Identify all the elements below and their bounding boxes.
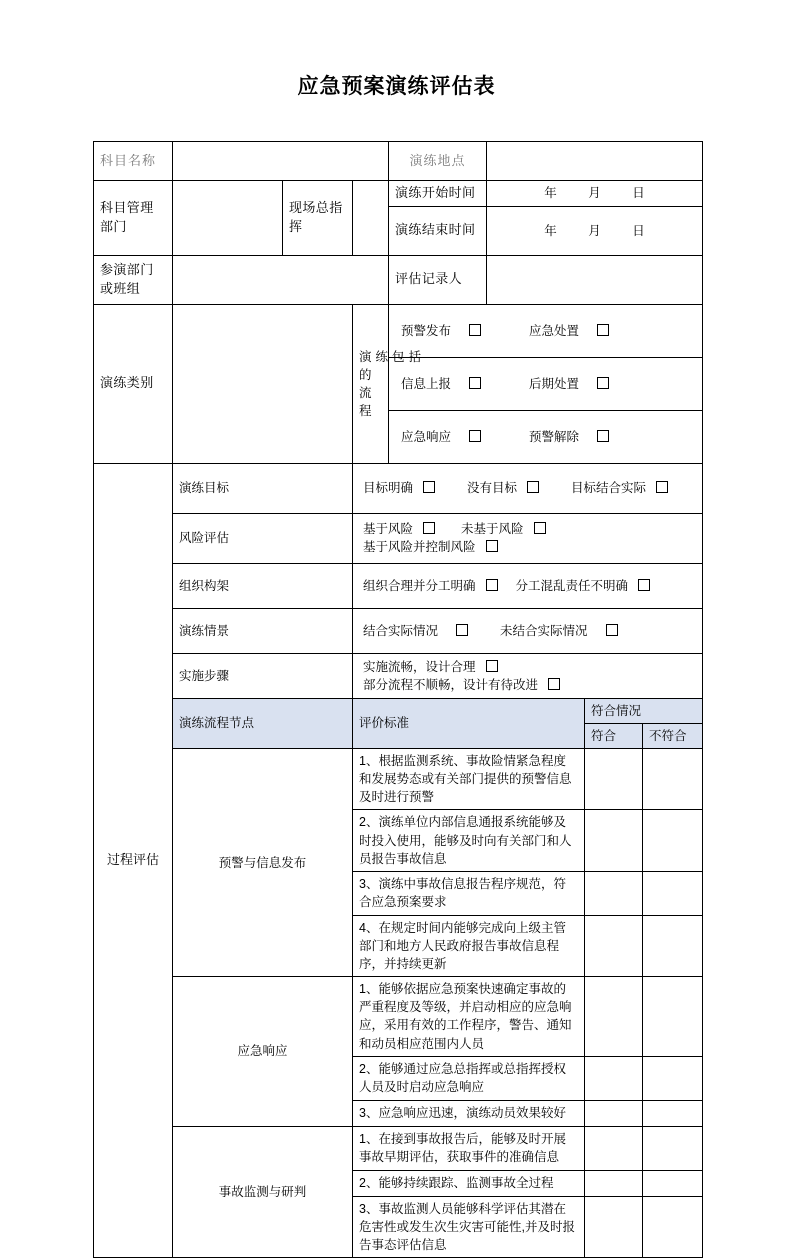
eval-criteria-name-3: 演练情景 bbox=[173, 608, 353, 653]
eval-option-0-0-label: 目标明确 bbox=[363, 481, 414, 496]
criteria-text-2-2: 3、事故监测人员能够科学评估其潜在危害性或发生次生灾害可能性,并及时报告事态评估信息 bbox=[353, 1196, 585, 1257]
nonconform-cell-0-0[interactable] bbox=[643, 749, 703, 810]
eval-option-1-1-label: 未基于风险 bbox=[461, 522, 524, 537]
process-option-left-2-label: 信息上报 bbox=[401, 376, 452, 391]
table-row-subject-name bbox=[94, 142, 703, 181]
start-month: 月 bbox=[588, 186, 601, 201]
eval-criteria-name-1: 风险评估 bbox=[173, 513, 353, 563]
process-option-right-2[interactable] bbox=[529, 377, 611, 391]
process-option-right-3-label: 预警解除 bbox=[529, 429, 580, 444]
recorder-value[interactable] bbox=[487, 255, 703, 304]
eval-option-2-1-checkbox[interactable] bbox=[638, 579, 650, 591]
table-row-node-2-item-0 bbox=[94, 1126, 703, 1170]
conform-cell-1-0[interactable] bbox=[585, 977, 643, 1057]
process-option-left-1-label: 预警发布 bbox=[401, 323, 452, 338]
eval-option-0-1-label: 没有目标 bbox=[467, 481, 518, 496]
start-time-label: 演练开始时间 bbox=[389, 181, 487, 207]
nonconform-cell-0-3[interactable] bbox=[643, 915, 703, 976]
start-year: 年 bbox=[544, 186, 557, 201]
process-option-right-3-checkbox[interactable] bbox=[597, 430, 609, 442]
eval-option-1-1-checkbox[interactable] bbox=[534, 522, 546, 534]
process-option-right-3[interactable] bbox=[529, 430, 611, 444]
page-title: 应急预案演练评估表 bbox=[297, 75, 496, 98]
nonconform-cell-2-2[interactable] bbox=[643, 1196, 703, 1257]
eval-criteria-options-4 bbox=[353, 653, 703, 698]
start-time-value[interactable] bbox=[487, 181, 703, 207]
process-option-left-1[interactable] bbox=[401, 324, 483, 338]
conform-cell-0-3[interactable] bbox=[585, 915, 643, 976]
eval-criteria-name-0: 演练目标 bbox=[173, 463, 353, 513]
criteria-text-0-3: 4、在规定时间内能够完成向上级主管部门和地方人民政府报告事故信息程序，并持续更新 bbox=[353, 915, 585, 976]
eval-option-0-2-checkbox[interactable] bbox=[656, 481, 668, 493]
eval-option-3-1-label: 未结合实际情况 bbox=[500, 623, 588, 638]
table-row-participating-dept bbox=[94, 255, 703, 304]
criteria-header-node: 演练流程节点 bbox=[173, 698, 353, 748]
table-row-eval-steps bbox=[94, 653, 703, 698]
eval-option-1-0-label: 基于风险 bbox=[363, 522, 414, 537]
nonconform-cell-1-2[interactable] bbox=[643, 1100, 703, 1126]
criteria-text-0-2: 3、演练中事故信息报告程序规范，符合应急预案要求 bbox=[353, 871, 585, 915]
eval-option-2-1[interactable] bbox=[516, 579, 653, 593]
table-row-node-0-item-0 bbox=[94, 749, 703, 810]
eval-option-2-1-label: 分工混乱责任不明确 bbox=[515, 578, 629, 593]
nonconform-cell-2-0[interactable] bbox=[643, 1126, 703, 1170]
eval-option-0-0-checkbox[interactable] bbox=[423, 481, 435, 493]
eval-option-3-0-checkbox[interactable] bbox=[456, 624, 468, 636]
conform-cell-1-1[interactable] bbox=[585, 1056, 643, 1100]
eval-option-3-0[interactable] bbox=[363, 624, 470, 638]
table-row-start-time bbox=[94, 181, 703, 207]
participating-dept-label: 参演部门或班组 bbox=[94, 255, 173, 304]
node-name-2: 事故监测与研判 bbox=[173, 1126, 353, 1257]
eval-option-0-0[interactable] bbox=[363, 481, 437, 495]
process-option-left-2-checkbox[interactable] bbox=[469, 377, 481, 389]
eval-option-4-1-label: 部分流程不顺畅，设计有待改进 bbox=[363, 677, 539, 692]
end-year: 年 bbox=[544, 223, 557, 238]
nonconform-cell-1-1[interactable] bbox=[643, 1056, 703, 1100]
eval-option-3-1-checkbox[interactable] bbox=[606, 624, 618, 636]
criteria-text-1-1: 2、能够通过应急总指挥或总指挥授权人员及时启动应急响应 bbox=[353, 1056, 585, 1100]
process-option-right-1[interactable] bbox=[529, 324, 611, 338]
eval-option-4-1-checkbox[interactable] bbox=[548, 678, 560, 690]
table-row-node-1-item-0 bbox=[94, 977, 703, 1057]
eval-option-2-0-checkbox[interactable] bbox=[486, 579, 498, 591]
criteria-header-conform: 符合 bbox=[585, 723, 643, 748]
eval-option-0-1[interactable] bbox=[467, 481, 541, 495]
eval-option-1-2-label: 基于风险并控制风险 bbox=[363, 540, 476, 555]
criteria-text-0-0: 1、根据监测系统、事故险情紧急程度和发展势态或有关部门提供的预警信息及时进行预警 bbox=[353, 749, 585, 810]
conform-cell-2-1[interactable] bbox=[585, 1170, 643, 1196]
eval-option-0-2-label: 目标结合实际 bbox=[571, 481, 647, 496]
process-option-left-1-checkbox[interactable] bbox=[469, 324, 481, 336]
process-option-right-2-label: 后期处置 bbox=[529, 376, 580, 391]
drill-place-label: 演练地点 bbox=[389, 142, 487, 181]
subject-name-label: 科目名称 bbox=[94, 142, 173, 181]
end-month: 月 bbox=[588, 223, 601, 238]
drill-process-label-line2: 的流程 bbox=[359, 367, 372, 418]
eval-option-1-1[interactable] bbox=[461, 522, 548, 536]
process-option-row-1 bbox=[389, 304, 703, 357]
nonconform-cell-0-2[interactable] bbox=[643, 871, 703, 915]
end-time-value[interactable] bbox=[487, 206, 703, 255]
process-option-left-3[interactable] bbox=[401, 430, 483, 444]
eval-option-4-0-label: 实施流畅，设计合理 bbox=[363, 659, 476, 674]
start-day: 日 bbox=[632, 186, 645, 201]
eval-criteria-options-1 bbox=[353, 513, 703, 563]
table-row-category-1 bbox=[94, 304, 703, 357]
criteria-header-nonconform: 不符合 bbox=[643, 723, 703, 748]
criteria-header-conformance: 符合情况 bbox=[585, 698, 703, 723]
conform-cell-0-1[interactable] bbox=[585, 810, 643, 871]
drill-category-value[interactable] bbox=[173, 304, 353, 463]
eval-option-1-0[interactable] bbox=[363, 522, 437, 536]
evaluation-form-table bbox=[93, 141, 703, 1258]
eval-option-4-0-checkbox[interactable] bbox=[486, 660, 498, 672]
eval-criteria-name-4: 实施步骤 bbox=[173, 653, 353, 698]
criteria-text-1-0: 1、能够依据应急预案快速确定事故的严重程度及等级，并启动相应的应急响应，采用有效的工作程序，警告、通知和动员相应范围内人员 bbox=[353, 977, 585, 1057]
participating-dept-value[interactable] bbox=[173, 255, 389, 304]
eval-option-1-0-checkbox[interactable] bbox=[423, 522, 435, 534]
eval-option-3-1[interactable] bbox=[500, 624, 620, 638]
eval-criteria-name-2: 组织构架 bbox=[173, 563, 353, 608]
node-name-0: 预警与信息发布 bbox=[173, 749, 353, 977]
drill-place-value[interactable] bbox=[487, 142, 703, 181]
conform-cell-2-2[interactable] bbox=[585, 1196, 643, 1257]
subject-name-value[interactable] bbox=[173, 142, 389, 181]
site-commander-label: 现场总指挥 bbox=[283, 181, 353, 256]
process-option-row-3 bbox=[389, 410, 703, 463]
conform-cell-1-2[interactable] bbox=[585, 1100, 643, 1126]
nonconform-cell-2-1[interactable] bbox=[643, 1170, 703, 1196]
process-option-row-2 bbox=[389, 357, 703, 410]
drill-category-label: 演练类别 bbox=[94, 304, 173, 463]
eval-criteria-options-2 bbox=[353, 563, 703, 608]
subject-dept-value[interactable] bbox=[173, 181, 283, 256]
eval-option-1-2-checkbox[interactable] bbox=[486, 540, 498, 552]
table-row-eval-org bbox=[94, 563, 703, 608]
process-option-right-2-checkbox[interactable] bbox=[597, 377, 609, 389]
table-row-eval-target bbox=[94, 463, 703, 513]
table-row-criteria-header bbox=[94, 698, 703, 723]
conform-cell-2-0[interactable] bbox=[585, 1126, 643, 1170]
table-row-eval-risk bbox=[94, 513, 703, 563]
end-time-label: 演练结束时间 bbox=[389, 206, 487, 255]
eval-criteria-options-0 bbox=[353, 463, 703, 513]
recorder-label: 评估记录人 bbox=[389, 255, 487, 304]
site-commander-value[interactable] bbox=[353, 181, 389, 256]
nonconform-cell-0-1[interactable] bbox=[643, 810, 703, 871]
end-day: 日 bbox=[632, 223, 645, 238]
criteria-header-standard: 评价标准 bbox=[353, 698, 585, 748]
subject-dept-label: 科目管理部门 bbox=[94, 181, 173, 256]
drill-process-label-line1: 演练包括 bbox=[359, 349, 421, 364]
process-option-left-3-label: 应急响应 bbox=[401, 429, 452, 444]
eval-criteria-options-3 bbox=[353, 608, 703, 653]
eval-option-0-2[interactable] bbox=[571, 481, 670, 495]
criteria-text-1-2: 3、应急响应迅速，演练动员效果较好 bbox=[353, 1100, 585, 1126]
process-option-right-1-label: 应急处置 bbox=[529, 323, 580, 338]
eval-option-4-1[interactable] bbox=[363, 678, 562, 692]
eval-option-4-0[interactable] bbox=[363, 660, 500, 674]
eval-option-0-1-checkbox[interactable] bbox=[527, 481, 539, 493]
eval-option-2-0[interactable] bbox=[363, 579, 500, 593]
process-option-left-3-checkbox[interactable] bbox=[469, 430, 481, 442]
nonconform-cell-1-0[interactable] bbox=[643, 977, 703, 1057]
node-name-1: 应急响应 bbox=[173, 977, 353, 1127]
conform-cell-0-0[interactable] bbox=[585, 749, 643, 810]
conform-cell-0-2[interactable] bbox=[585, 871, 643, 915]
criteria-text-2-0: 1、在接到事故报告后，能够及时开展事故早期评估，获取事件的准确信息 bbox=[353, 1126, 585, 1170]
process-eval-label: 过程评估 bbox=[94, 463, 173, 1257]
process-option-left-2[interactable] bbox=[401, 377, 483, 391]
criteria-text-2-1: 2、能够持续跟踪、监测事故全过程 bbox=[353, 1170, 585, 1196]
drill-process-label bbox=[353, 304, 421, 463]
table-row-eval-scenario bbox=[94, 608, 703, 653]
process-option-right-1-checkbox[interactable] bbox=[597, 324, 609, 336]
eval-option-3-0-label: 结合实际情况 bbox=[363, 623, 439, 638]
criteria-text-0-1: 2、演练单位内部信息通报系统能够及时投入使用，能够及时向有关部门和人员报告事故信息 bbox=[353, 810, 585, 871]
eval-option-1-2[interactable] bbox=[363, 540, 500, 554]
eval-option-2-0-label: 组织合理并分工明确 bbox=[363, 578, 476, 593]
